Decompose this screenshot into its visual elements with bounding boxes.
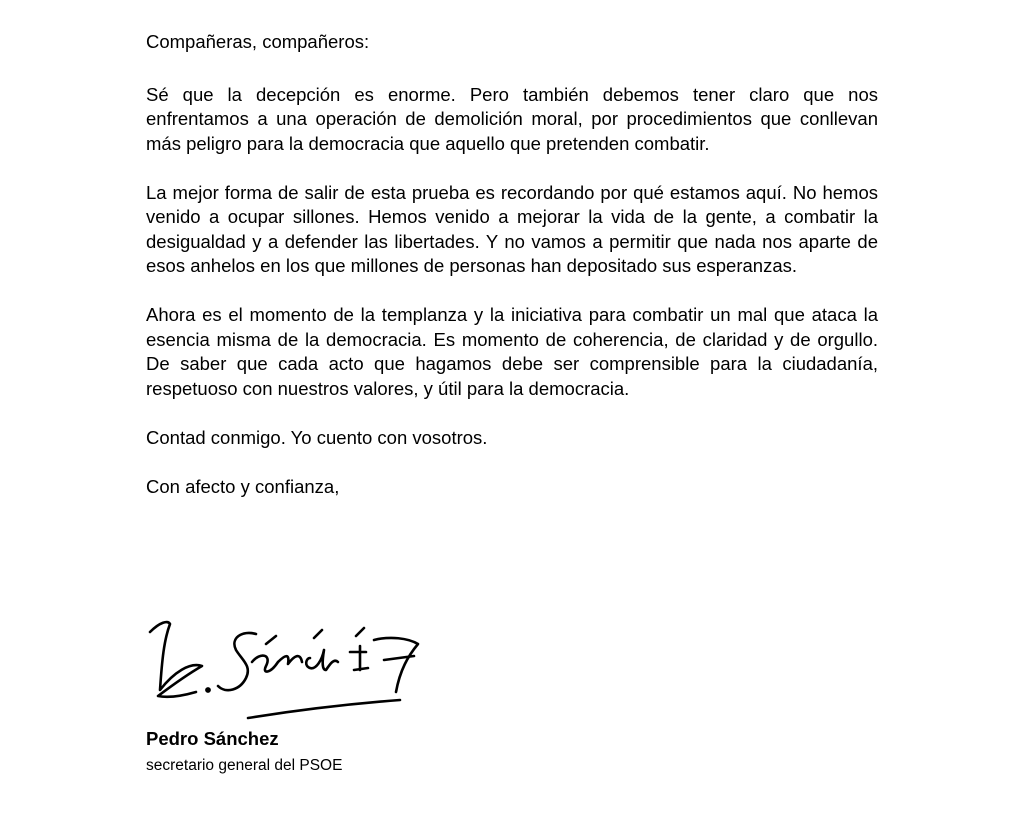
letter-body [146, 30, 878, 524]
paragraph-1: Sé que la decepción es enorme. Pero también debemos tener claro que nos enfrentamos a una operación de demolición moral, por procedimientos que conllevan más peligro para la democracia que aquello que pretenden combatir. [146, 83, 878, 154]
closing-line: Con afecto y confianza, [146, 475, 340, 497]
paragraph-4: Contad conmigo. Yo cuento con vosotros. [146, 426, 488, 448]
paragraph-3: Ahora es el momento de la templanza y la iniciativa para combatir un mal que ataca la esencia misma de la democracia. Es momento de coherencia, de claridad y de orgullo. De saber que cada acto que hagamos debe ser comprensible para la ciudadanía, respetuoso con nuestros valores, y útil para la democracia. [146, 304, 878, 399]
signer-title: secretario general del PSOE [146, 757, 343, 774]
handwritten-signature [138, 600, 448, 730]
paragraph-2: La mejor forma de salir de esta prueba es recordando por qué estamos aquí. No hemos venido a ocupar sillones. Hemos venido a mejorar la vida de la gente, a combatir la desigualdad y a defender las libertades. Y no vamos a permitir que nada nos aparte de esos anhelos en los que millones de personas han depositado sus esperanzas. [146, 181, 878, 276]
salutation: Compañeras, compañeros: [146, 31, 370, 52]
signer-name: Pedro Sánchez [146, 728, 279, 749]
